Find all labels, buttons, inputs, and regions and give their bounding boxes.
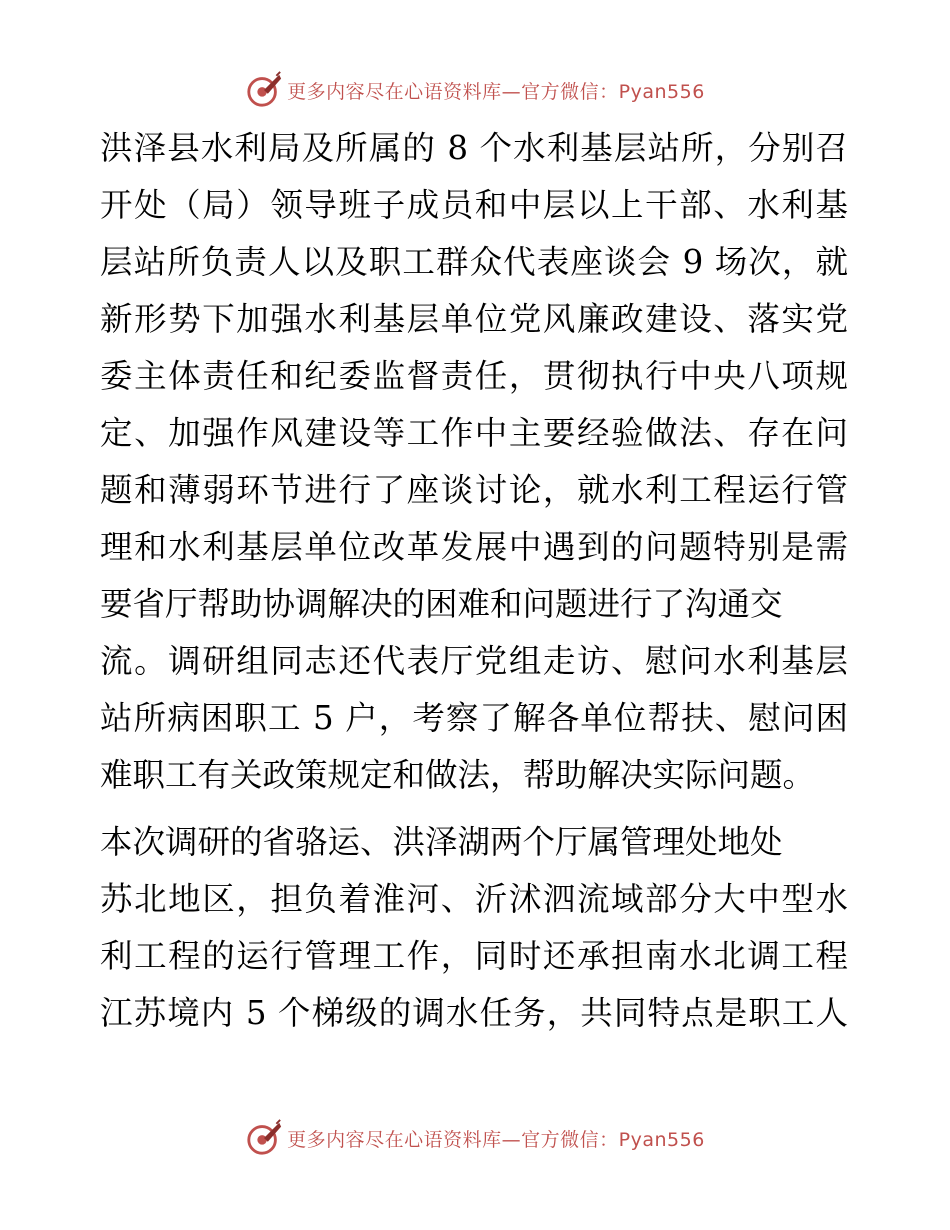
text-line: 站所病困职工 5 户，考察了解各单位帮扶、慰问困 [100, 699, 848, 737]
banner-wechat: 官方微信：Pyan556 [521, 1128, 705, 1151]
text-line: 理和水利基层单位改革发展中遇到的问题特别是需 [100, 528, 848, 566]
text-line: 洪泽县水利局及所属的 8 个水利基层站所，分别召 [100, 129, 848, 167]
text-line: 定、加强作风建设等工作中主要经验做法、存在问 [100, 414, 848, 452]
text-line: 本次调研的省骆运、洪泽湖两个厅属管理处地处 [100, 823, 783, 861]
footer-banner [0, 1118, 950, 1158]
banner-title: 更多内容尽在心语资料库 [287, 80, 502, 103]
header-banner [0, 70, 950, 110]
text-line: 题和薄弱环节进行了座谈讨论，就水利工程运行管 [100, 471, 848, 509]
text-line: 要省厅帮助协调解决的困难和问题进行了沟通交 [100, 585, 783, 623]
text-line: 委主体责任和纪委监督责任，贯彻执行中央八项规 [100, 357, 848, 395]
banner-separator: — [501, 80, 522, 103]
text-line: 流。调研组同志还代表厅党组走访、慰问水利基层 [100, 642, 848, 680]
banner-wechat: 官方微信：Pyan556 [521, 80, 705, 103]
text-line: 难职工有关政策规定和做法，帮助解决实际问题。 [100, 756, 816, 794]
text-line: 层站所负责人以及职工群众代表座谈会 9 场次，就 [100, 243, 848, 281]
banner-title: 更多内容尽在心语资料库 [287, 1128, 502, 1151]
pen-logo-icon [245, 1119, 283, 1157]
text-line: 苏北地区，担负着淮河、沂沭泗流域部分大中型水 [100, 880, 848, 918]
banner-separator: — [501, 1128, 522, 1151]
text-line: 新形势下加强水利基层单位党风廉政建设、落实党 [100, 300, 848, 338]
text-line: 开处（局）领导班子成员和中层以上干部、水利基 [100, 186, 848, 224]
pen-logo-icon [245, 71, 283, 109]
text-line: 利工程的运行管理工作，同时还承担南水北调工程 [100, 937, 848, 975]
text-line: 江苏境内 5 个梯级的调水任务，共同特点是职工人 [100, 994, 848, 1032]
